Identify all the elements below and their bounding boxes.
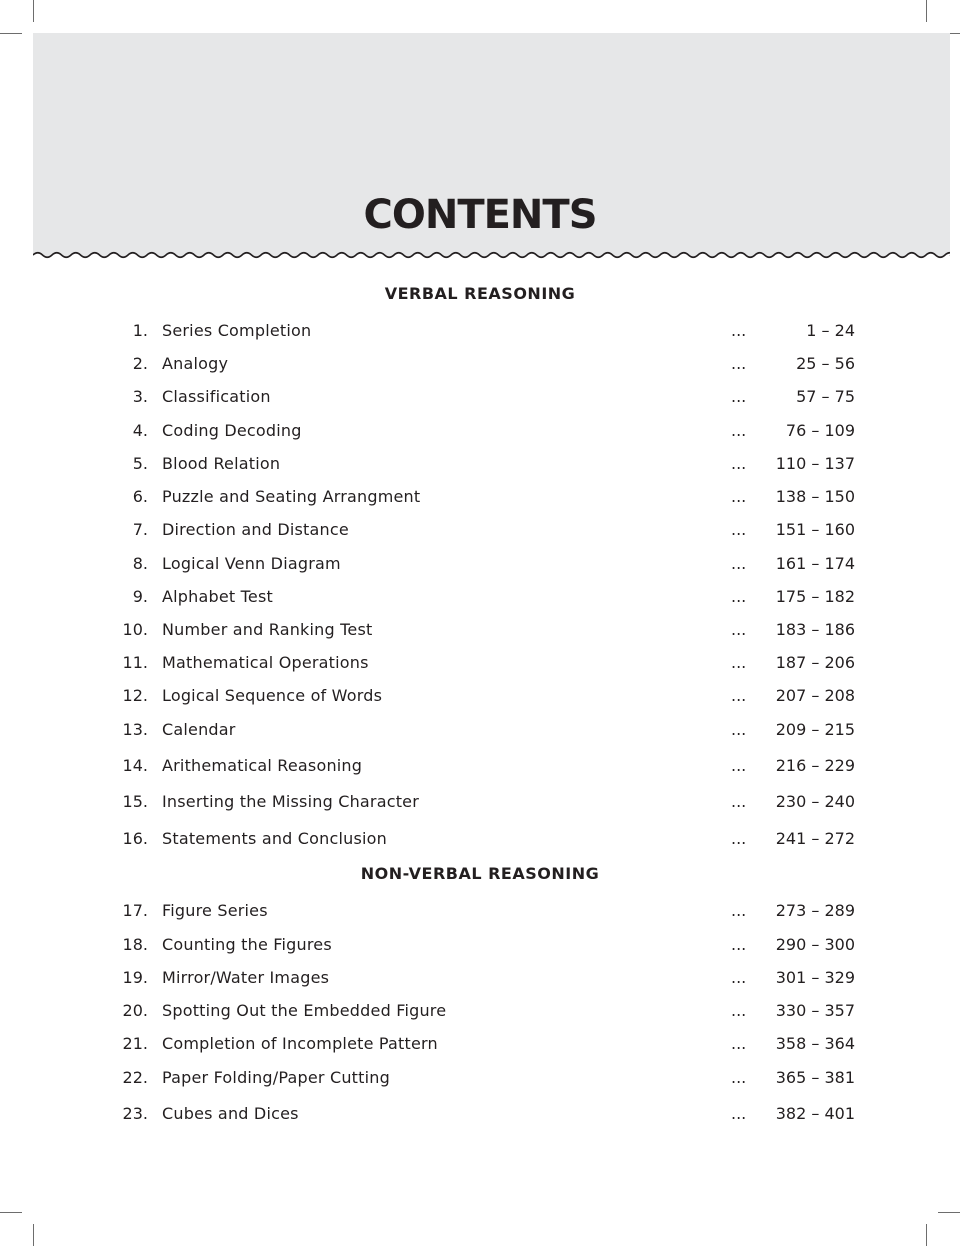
toc-entry bbox=[0, 487, 960, 511]
entry-leader: ... bbox=[731, 587, 747, 606]
entry-title: Direction and Distance bbox=[162, 520, 349, 539]
entry-number: 10. bbox=[122, 620, 148, 639]
toc-entry bbox=[0, 935, 960, 959]
entry-leader: ... bbox=[731, 454, 747, 473]
entry-pages: 358 – 364 bbox=[775, 1034, 855, 1053]
entry-number: 3. bbox=[132, 387, 148, 406]
entry-pages: 209 – 215 bbox=[775, 720, 855, 739]
toc-entry bbox=[0, 554, 960, 578]
toc-entry bbox=[0, 756, 960, 780]
entry-leader: ... bbox=[731, 686, 747, 705]
toc-entry bbox=[0, 720, 960, 744]
toc-entry bbox=[0, 454, 960, 478]
entry-title: Mirror/Water Images bbox=[162, 968, 330, 987]
entry-pages: 161 – 174 bbox=[775, 554, 855, 573]
entry-pages: 57 – 75 bbox=[796, 387, 855, 406]
entry-number: 1. bbox=[132, 321, 148, 340]
entry-leader: ... bbox=[731, 1034, 747, 1053]
entry-pages: 183 – 186 bbox=[775, 620, 855, 639]
entry-pages: 1 – 24 bbox=[806, 321, 855, 340]
crop-mark-bottom-right-horizontal bbox=[938, 1212, 960, 1213]
entry-pages: 151 – 160 bbox=[775, 520, 855, 539]
toc-entry bbox=[0, 792, 960, 816]
entry-title: Coding Decoding bbox=[162, 421, 302, 440]
entry-title: Blood Relation bbox=[162, 454, 281, 473]
entry-number: 11. bbox=[122, 653, 148, 672]
toc-entry bbox=[0, 686, 960, 710]
entry-pages: 230 – 240 bbox=[775, 792, 855, 811]
entry-leader: ... bbox=[731, 653, 747, 672]
entry-title: Statements and Conclusion bbox=[162, 829, 387, 848]
entry-leader: ... bbox=[731, 829, 747, 848]
entry-title: Series Completion bbox=[162, 321, 312, 340]
entry-title: Mathematical Operations bbox=[162, 653, 369, 672]
section-heading-verbal: VERBAL REASONING bbox=[384, 284, 576, 303]
header-wave-border bbox=[33, 244, 950, 268]
entry-number: 4. bbox=[132, 421, 148, 440]
page-title: CONTENTS bbox=[363, 192, 597, 238]
entry-number: 18. bbox=[122, 935, 148, 954]
entry-leader: ... bbox=[731, 321, 747, 340]
entry-pages: 138 – 150 bbox=[775, 487, 855, 506]
entry-leader: ... bbox=[731, 354, 747, 373]
entry-title: Spotting Out the Embedded Figure bbox=[162, 1001, 447, 1020]
entry-leader: ... bbox=[731, 1001, 747, 1020]
crop-mark-bottom-right-vertical bbox=[926, 1224, 927, 1246]
entry-leader: ... bbox=[731, 554, 747, 573]
entry-title: Arithematical Reasoning bbox=[162, 756, 363, 775]
entry-leader: ... bbox=[731, 1104, 747, 1123]
toc-entry bbox=[0, 321, 960, 345]
entry-title: Logical Venn Diagram bbox=[162, 554, 341, 573]
entry-leader: ... bbox=[731, 720, 747, 739]
crop-mark-bottom-left-horizontal bbox=[0, 1212, 22, 1213]
entry-title: Calendar bbox=[162, 720, 236, 739]
toc-entry bbox=[0, 829, 960, 853]
entry-title: Paper Folding/Paper Cutting bbox=[162, 1068, 390, 1087]
entry-number: 2. bbox=[132, 354, 148, 373]
entry-number: 13. bbox=[122, 720, 148, 739]
entry-pages: 301 – 329 bbox=[775, 968, 855, 987]
entry-leader: ... bbox=[731, 487, 747, 506]
entry-number: 20. bbox=[122, 1001, 148, 1020]
entry-number: 21. bbox=[122, 1034, 148, 1053]
toc-entry bbox=[0, 587, 960, 611]
entry-pages: 273 – 289 bbox=[775, 901, 855, 920]
entry-number: 6. bbox=[132, 487, 148, 506]
entry-pages: 76 – 109 bbox=[785, 421, 855, 440]
entry-pages: 25 – 56 bbox=[796, 354, 855, 373]
toc-entry bbox=[0, 387, 960, 411]
crop-mark-top-left-vertical bbox=[33, 0, 34, 22]
entry-title: Figure Series bbox=[162, 901, 268, 920]
entry-pages: 330 – 357 bbox=[775, 1001, 855, 1020]
entry-leader: ... bbox=[731, 387, 747, 406]
entry-leader: ... bbox=[731, 756, 747, 775]
entry-pages: 110 – 137 bbox=[775, 454, 855, 473]
toc-entry bbox=[0, 1034, 960, 1058]
toc-entry bbox=[0, 520, 960, 544]
entry-leader: ... bbox=[731, 935, 747, 954]
crop-mark-top-left-horizontal bbox=[0, 33, 22, 34]
crop-mark-bottom-left-vertical bbox=[33, 1224, 34, 1246]
entry-pages: 216 – 229 bbox=[775, 756, 855, 775]
toc-entry bbox=[0, 1104, 960, 1128]
entry-title: Analogy bbox=[162, 354, 229, 373]
toc-entry bbox=[0, 421, 960, 445]
toc-entry bbox=[0, 968, 960, 992]
entry-leader: ... bbox=[731, 968, 747, 987]
entry-title: Alphabet Test bbox=[162, 587, 273, 606]
entry-title: Completion of Incomplete Pattern bbox=[162, 1034, 438, 1053]
entry-pages: 207 – 208 bbox=[775, 686, 855, 705]
crop-mark-top-right-vertical bbox=[926, 0, 927, 22]
entry-number: 17. bbox=[122, 901, 148, 920]
entry-leader: ... bbox=[731, 421, 747, 440]
entry-number: 19. bbox=[122, 968, 148, 987]
entry-number: 7. bbox=[132, 520, 148, 539]
entry-number: 23. bbox=[122, 1104, 148, 1123]
entry-title: Cubes and Dices bbox=[162, 1104, 299, 1123]
entry-title: Number and Ranking Test bbox=[162, 620, 373, 639]
entry-pages: 187 – 206 bbox=[775, 653, 855, 672]
entry-number: 5. bbox=[132, 454, 148, 473]
entry-number: 15. bbox=[122, 792, 148, 811]
entry-leader: ... bbox=[731, 792, 747, 811]
toc-entry bbox=[0, 620, 960, 644]
entry-pages: 241 – 272 bbox=[775, 829, 855, 848]
entry-number: 12. bbox=[122, 686, 148, 705]
toc-entry bbox=[0, 1001, 960, 1025]
entry-pages: 290 – 300 bbox=[775, 935, 855, 954]
toc-entry bbox=[0, 653, 960, 677]
toc-entry bbox=[0, 1068, 960, 1092]
entry-number: 8. bbox=[132, 554, 148, 573]
section-heading-non-verbal: NON-VERBAL REASONING bbox=[360, 864, 600, 883]
toc-entry bbox=[0, 901, 960, 925]
entry-number: 9. bbox=[132, 587, 148, 606]
entry-number: 22. bbox=[122, 1068, 148, 1087]
entry-leader: ... bbox=[731, 620, 747, 639]
entry-title: Puzzle and Seating Arrangment bbox=[162, 487, 421, 506]
entry-pages: 175 – 182 bbox=[775, 587, 855, 606]
entry-title: Classification bbox=[162, 387, 271, 406]
entry-title: Inserting the Missing Character bbox=[162, 792, 420, 811]
entry-title: Logical Sequence of Words bbox=[162, 686, 383, 705]
toc-entry bbox=[0, 354, 960, 378]
entry-title: Counting the Figures bbox=[162, 935, 332, 954]
entry-pages: 365 – 381 bbox=[775, 1068, 855, 1087]
entry-pages: 382 – 401 bbox=[775, 1104, 855, 1123]
entry-number: 16. bbox=[122, 829, 148, 848]
entry-leader: ... bbox=[731, 520, 747, 539]
entry-leader: ... bbox=[731, 1068, 747, 1087]
entry-number: 14. bbox=[122, 756, 148, 775]
entry-leader: ... bbox=[731, 901, 747, 920]
